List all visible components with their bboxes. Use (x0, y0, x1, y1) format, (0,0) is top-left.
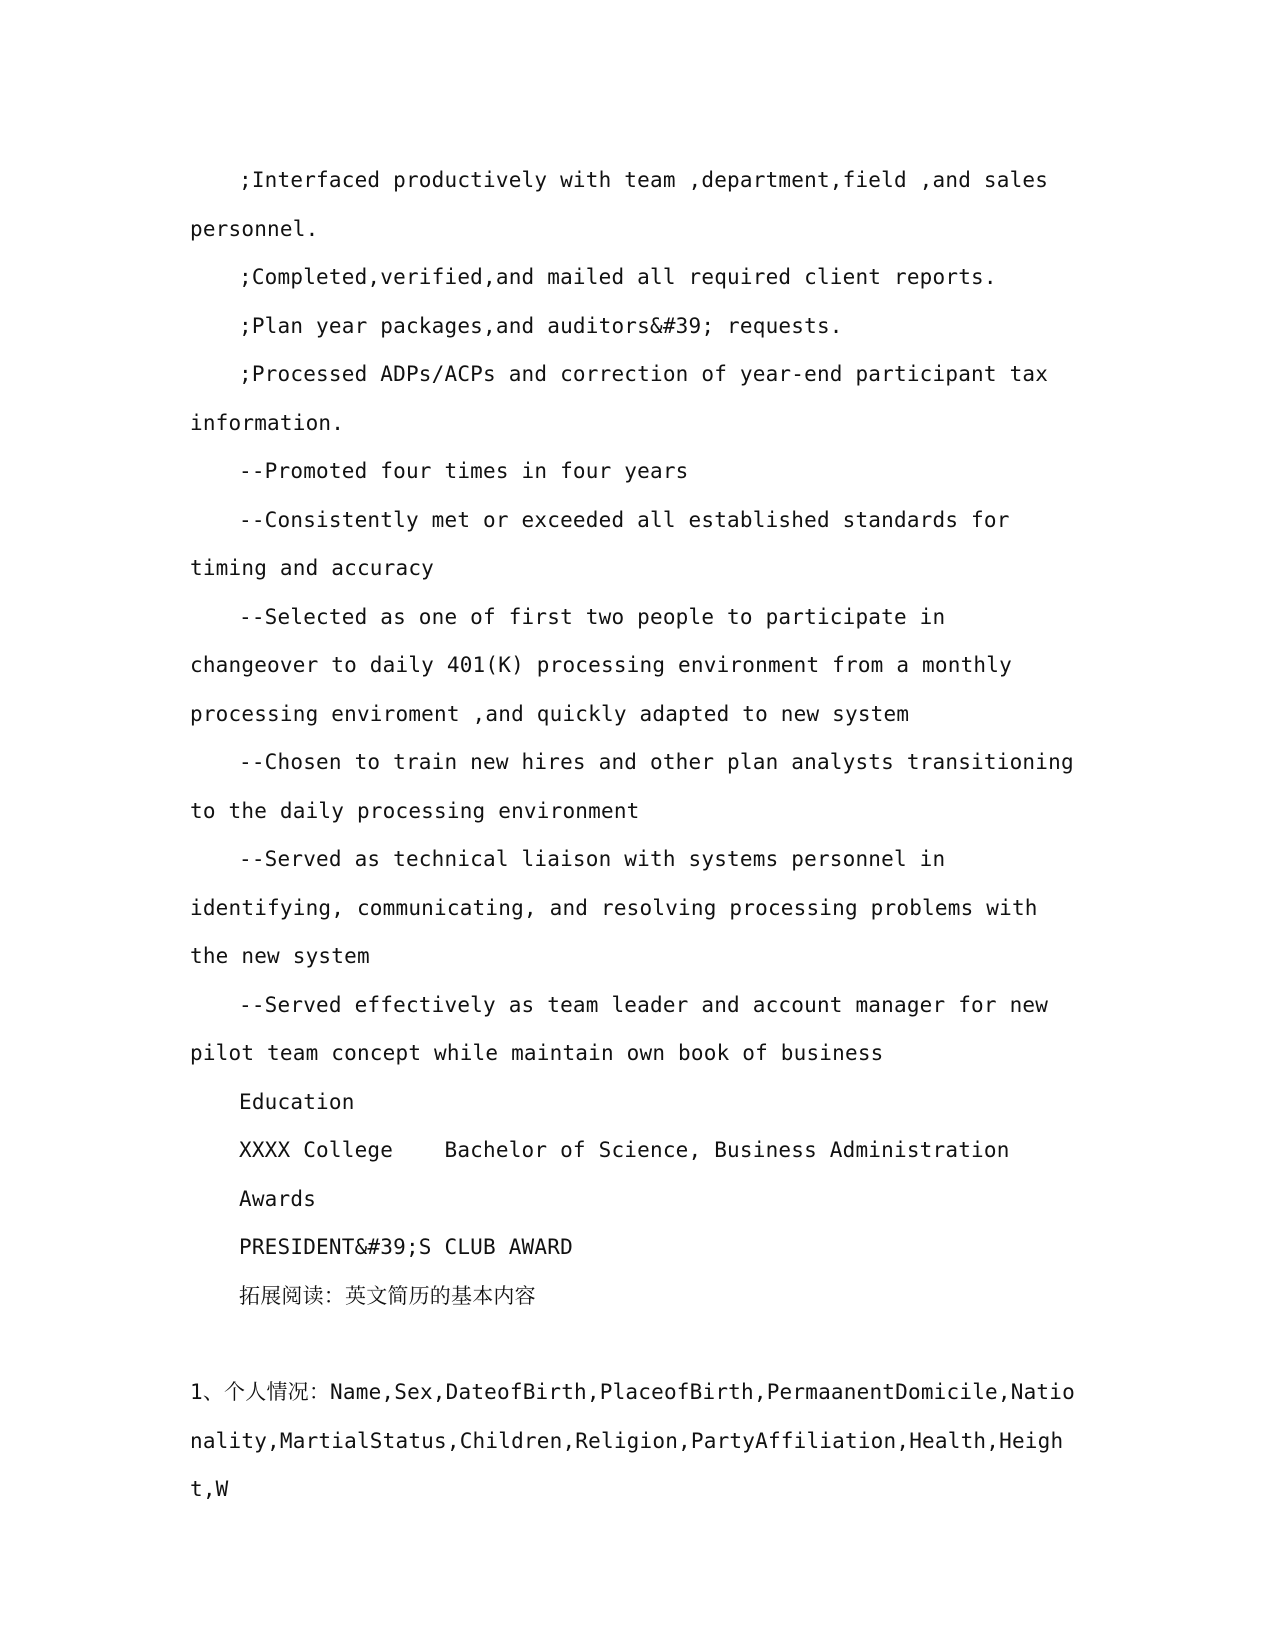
resume-text-body (190, 156, 1080, 1514)
duty-completed-reports: ;Completed,verified,and mailed all required client reports. (239, 265, 997, 289)
personal-info-paragraph: 1、个人情况：Name,Sex,DateofBirth,PlaceofBirth,PermaanentDomicile,Nationality,MartialStatus,Children,Religion,PartyAffiliation,Health,Height,W (190, 1380, 1075, 1501)
extended-reading-heading: 拓展阅读：英文简历的基本内容 (239, 1283, 536, 1308)
achievement-promoted: --Promoted four times in four years (239, 459, 689, 483)
education-entry: XXXX College Bachelor of Science, Business Administration (239, 1138, 1010, 1162)
achievement-train-hires: --Chosen to train new hires and other plan analysts transitioning to the daily processing environment (190, 750, 1074, 823)
duty-interfaced: ;Interfaced productively with team ,department,field ,and sales personnel. (190, 168, 1049, 241)
duty-plan-year-packages: ;Plan year packages,and auditors&#39; requests. (239, 313, 843, 338)
awards-entry: PRESIDENT&#39;S CLUB AWARD (239, 1235, 573, 1259)
achievement-team-leader: --Served effectively as team leader and account manager for new pilot team concept while maintain own book of business (190, 992, 1049, 1065)
duty-processed-adps: ;Processed ADPs/ACPs and correction of year-end participant tax information. (190, 362, 1049, 435)
achievement-technical-liaison: --Served as technical liaison with systems personnel in identifying, communicating, and resolving processing problems with the new system (190, 847, 1038, 968)
education-heading: Education (239, 1089, 355, 1114)
achievement-standards: --Consistently met or exceeded all established standards for timing and accuracy (190, 507, 1010, 580)
awards-heading: Awards (239, 1186, 317, 1211)
paragraph-spacer (190, 1320, 1080, 1368)
achievement-changeover: --Selected as one of first two people to participate in changeover to daily 401(K) processing environment from a monthly processing enviroment ,and quickly adapted to new system (190, 604, 1012, 726)
